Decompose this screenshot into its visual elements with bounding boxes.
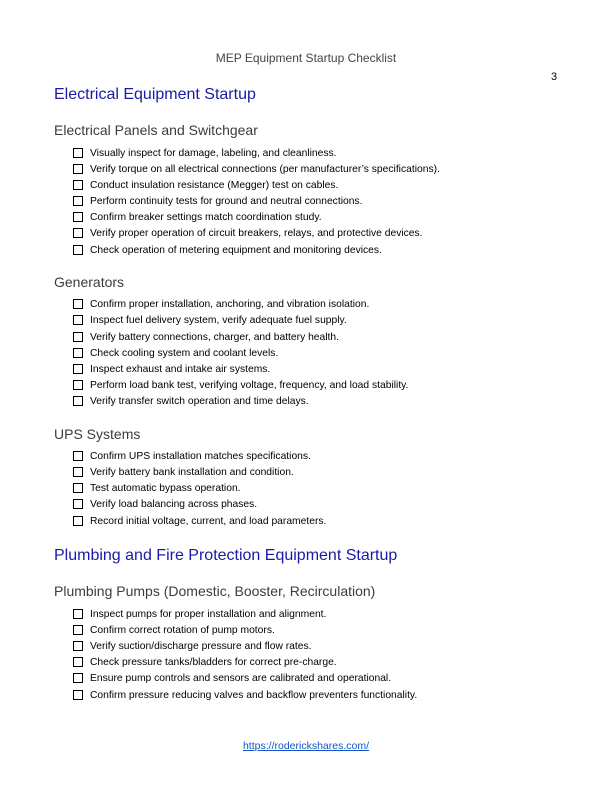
checklist-item-text: Confirm breaker settings match coordination study. bbox=[90, 211, 322, 223]
checkbox[interactable] bbox=[73, 516, 83, 526]
checkbox[interactable] bbox=[73, 348, 83, 358]
checklist-item bbox=[73, 449, 311, 463]
section-title-plumbing-fire: Plumbing and Fire Protection Equipment Startup bbox=[54, 547, 398, 564]
checkbox[interactable] bbox=[73, 673, 83, 683]
checklist-item bbox=[73, 481, 241, 495]
checklist-item bbox=[73, 330, 339, 344]
checkbox[interactable] bbox=[73, 499, 83, 509]
checklist-item bbox=[73, 514, 326, 528]
checklist-item-text: Record initial voltage, current, and load parameters. bbox=[90, 515, 327, 527]
checklist-item-text: Conduct insulation resistance (Megger) test on cables. bbox=[90, 179, 339, 191]
checklist-item bbox=[73, 607, 326, 621]
checkbox[interactable] bbox=[73, 164, 83, 174]
checklist-item bbox=[73, 671, 391, 685]
checklist-item bbox=[73, 497, 257, 511]
group-title-ups-systems: UPS Systems bbox=[54, 426, 141, 442]
checklist-item-text: Ensure pump controls and sensors are calibrated and operational. bbox=[90, 672, 392, 684]
checkbox[interactable] bbox=[73, 641, 83, 651]
checkbox[interactable] bbox=[73, 315, 83, 325]
checklist-item-text: Confirm UPS installation matches specifications. bbox=[90, 450, 311, 462]
checkbox[interactable] bbox=[73, 364, 83, 374]
checklist-item-text: Verify load balancing across phases. bbox=[90, 498, 258, 510]
checklist-item-text: Inspect exhaust and intake air systems. bbox=[90, 363, 271, 375]
checklist-item-text: Verify torque on all electrical connections (per manufacturer’s specifications). bbox=[90, 163, 440, 175]
checklist-item bbox=[73, 378, 408, 392]
checkbox[interactable] bbox=[73, 196, 83, 206]
checklist-item-text: Confirm correct rotation of pump motors. bbox=[90, 624, 275, 636]
checklist-item-text: Perform load bank test, verifying voltage, frequency, and load stability. bbox=[90, 379, 409, 391]
footer-link[interactable]: https://roderickshares.com/ bbox=[242, 740, 370, 752]
checklist-item bbox=[73, 623, 275, 637]
checkbox[interactable] bbox=[73, 332, 83, 342]
checklist-item bbox=[73, 210, 322, 224]
checklist-item bbox=[73, 639, 312, 653]
checklist-item bbox=[73, 194, 362, 208]
checkbox[interactable] bbox=[73, 657, 83, 667]
checkbox[interactable] bbox=[73, 396, 83, 406]
section-title-electrical: Electrical Equipment Startup bbox=[54, 86, 256, 103]
checklist-item-text: Check operation of metering equipment and monitoring devices. bbox=[90, 244, 382, 256]
checklist-item-text: Verify suction/discharge pressure and flow rates. bbox=[90, 640, 312, 652]
checklist-item-text: Verify battery connections, charger, and battery health. bbox=[90, 331, 339, 343]
checklist-item bbox=[73, 655, 337, 669]
checkbox[interactable] bbox=[73, 299, 83, 309]
checkbox[interactable] bbox=[73, 180, 83, 190]
checklist-item bbox=[73, 362, 270, 376]
checkbox[interactable] bbox=[73, 228, 83, 238]
checklist-item-text: Check cooling system and coolant levels. bbox=[90, 347, 279, 359]
checklist-item bbox=[73, 178, 338, 192]
checklist-item bbox=[73, 465, 294, 479]
checklist-item-text: Visually inspect for damage, labeling, and cleanliness. bbox=[90, 147, 337, 159]
checklist-item-text: Check pressure tanks/bladders for correct pre-charge. bbox=[90, 656, 337, 668]
page-number: 3 bbox=[551, 71, 558, 83]
page-header-title: MEP Equipment Startup Checklist bbox=[215, 51, 397, 65]
checklist-item-text: Confirm pressure reducing valves and backflow preventers functionality. bbox=[90, 689, 418, 701]
checkbox[interactable] bbox=[73, 483, 83, 493]
checklist-item bbox=[73, 313, 347, 327]
checklist-item-text: Confirm proper installation, anchoring, and vibration isolation. bbox=[90, 298, 370, 310]
checklist-item bbox=[73, 346, 278, 360]
checkbox[interactable] bbox=[73, 467, 83, 477]
checklist-item bbox=[73, 162, 440, 176]
checklist-item bbox=[73, 394, 309, 408]
checkbox[interactable] bbox=[73, 245, 83, 255]
checkbox[interactable] bbox=[73, 451, 83, 461]
checklist-item-text: Test automatic bypass operation. bbox=[90, 482, 241, 494]
checklist-item-text: Verify battery bank installation and condition. bbox=[90, 466, 294, 478]
checklist-item-text: Inspect fuel delivery system, verify adequate fuel supply. bbox=[90, 314, 347, 326]
checkbox[interactable] bbox=[73, 148, 83, 158]
checklist-item bbox=[73, 243, 382, 257]
group-title-plumbing-pumps: Plumbing Pumps (Domestic, Booster, Recirculation) bbox=[54, 583, 376, 599]
checklist-item-text: Perform continuity tests for ground and neutral connections. bbox=[90, 195, 363, 207]
group-title-generators: Generators bbox=[54, 274, 125, 290]
checklist-item bbox=[73, 297, 369, 311]
checklist-item bbox=[73, 688, 417, 702]
checkbox[interactable] bbox=[73, 609, 83, 619]
checklist-item bbox=[73, 226, 423, 240]
checkbox[interactable] bbox=[73, 380, 83, 390]
checkbox[interactable] bbox=[73, 625, 83, 635]
checkbox[interactable] bbox=[73, 212, 83, 222]
checkbox[interactable] bbox=[73, 690, 83, 700]
checklist-item-text: Verify transfer switch operation and time delays. bbox=[90, 395, 309, 407]
checklist-item bbox=[73, 146, 337, 160]
checklist-item-text: Inspect pumps for proper installation and alignment. bbox=[90, 608, 327, 620]
checklist-item-text: Verify proper operation of circuit breakers, relays, and protective devices. bbox=[90, 227, 423, 239]
group-title-panels-switchgear: Electrical Panels and Switchgear bbox=[54, 122, 258, 138]
